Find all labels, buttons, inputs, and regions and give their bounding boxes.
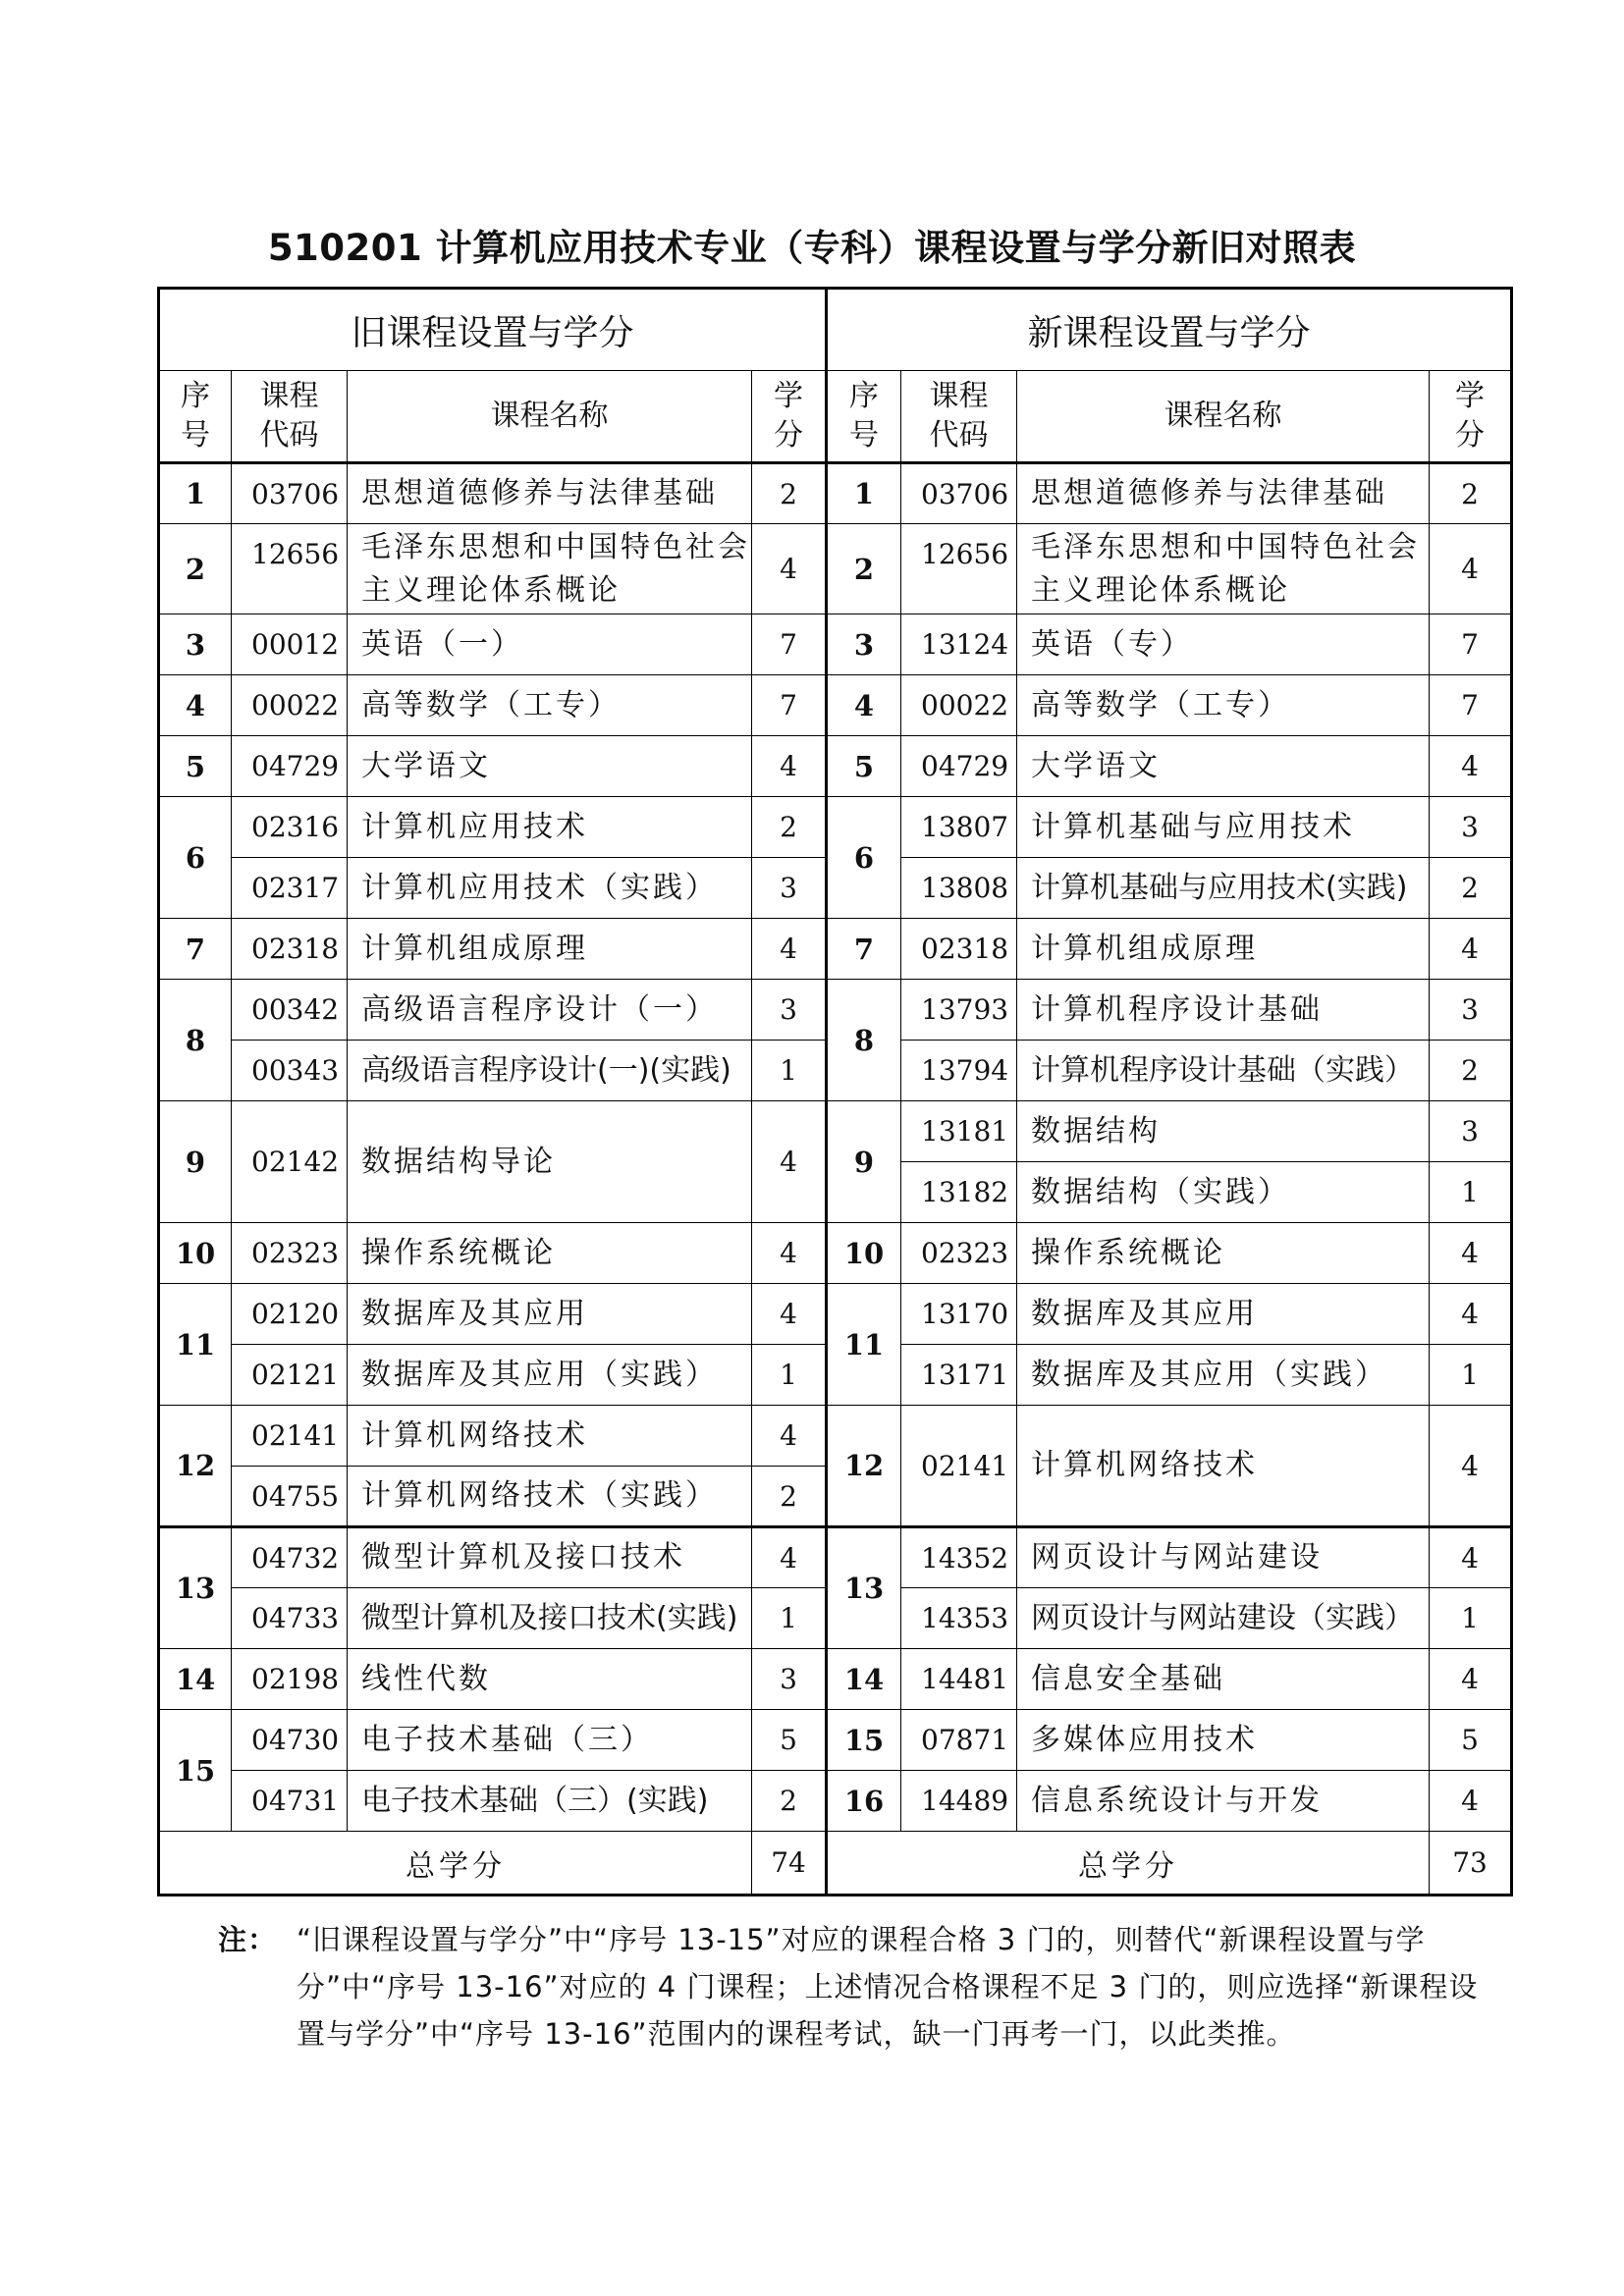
old-seq: 11 <box>159 1284 232 1406</box>
old-credit: 4 <box>752 524 827 614</box>
old-credit: 1 <box>752 1345 827 1406</box>
new-code: 02141 <box>901 1406 1017 1527</box>
new-name: 操作系统概论 <box>1017 1223 1430 1284</box>
old-credit: 4 <box>752 1284 827 1345</box>
course-comparison-table <box>157 287 1513 1896</box>
new-credit: 7 <box>1430 614 1512 675</box>
old-credit: 4 <box>752 1223 827 1284</box>
table-row <box>159 1710 1512 1771</box>
new-credit: 1 <box>1430 1162 1512 1223</box>
table-row <box>159 1771 1512 1832</box>
old-name: 高等数学（工专） <box>348 675 752 736</box>
new-seq: 15 <box>827 1710 901 1771</box>
old-total-credit: 74 <box>752 1832 827 1896</box>
new-code: 13182 <box>901 1162 1017 1223</box>
total-row <box>159 1832 1512 1896</box>
old-seq: 6 <box>159 797 232 919</box>
new-code: 02323 <box>901 1223 1017 1284</box>
table-row <box>159 980 1512 1041</box>
new-seq: 1 <box>827 463 901 524</box>
new-credit: 4 <box>1430 524 1512 614</box>
old-name: 数据结构导论 <box>348 1101 752 1223</box>
old-code: 04730 <box>232 1710 348 1771</box>
new-credit: 4 <box>1430 1649 1512 1710</box>
new-code: 03706 <box>901 463 1017 524</box>
new-name: 信息系统设计与开发 <box>1017 1771 1430 1832</box>
old-name: 微型计算机及接口技术 <box>348 1527 752 1588</box>
new-name: 英语（专） <box>1017 614 1430 675</box>
new-code: 13124 <box>901 614 1017 675</box>
new-name: 数据库及其应用（实践） <box>1017 1345 1430 1406</box>
new-credit: 5 <box>1430 1710 1512 1771</box>
new-seq: 5 <box>827 736 901 797</box>
old-name: 计算机组成原理 <box>348 919 752 980</box>
column-header-row <box>159 371 1512 463</box>
new-seq: 4 <box>827 675 901 736</box>
new-name: 网页设计与网站建设 <box>1017 1527 1430 1588</box>
new-seq: 13 <box>827 1527 901 1649</box>
new-name: 计算机程序设计基础 <box>1017 980 1430 1041</box>
new-code: 12656 <box>901 524 1017 614</box>
old-name: 英语（一） <box>348 614 752 675</box>
old-credit: 3 <box>752 858 827 919</box>
old-code: 00022 <box>232 675 348 736</box>
old-code: 04729 <box>232 736 348 797</box>
table-row <box>159 1284 1512 1345</box>
old-code: 04733 <box>232 1588 348 1649</box>
old-seq: 4 <box>159 675 232 736</box>
new-code: 13794 <box>901 1041 1017 1101</box>
new-name: 计算机基础与应用技术 <box>1017 797 1430 858</box>
footnote-label: 注： <box>218 1923 278 1956</box>
old-code: 02141 <box>232 1406 348 1467</box>
old-credit: 2 <box>752 1771 827 1832</box>
new-section-header: 新课程设置与学分 <box>827 289 1512 371</box>
old-name: 数据库及其应用（实践） <box>348 1345 752 1406</box>
old-credit: 4 <box>752 919 827 980</box>
footnote <box>218 1916 1494 2057</box>
new-credit: 3 <box>1430 1101 1512 1162</box>
old-name: 毛泽东思想和中国特色社会主义理论体系概论 <box>348 524 752 614</box>
new-credit: 4 <box>1430 1527 1512 1588</box>
col-seq-header: 序 号 <box>159 371 232 463</box>
old-credit: 4 <box>752 1406 827 1467</box>
new-code: 04729 <box>901 736 1017 797</box>
new-seq: 16 <box>827 1771 901 1832</box>
old-credit: 5 <box>752 1710 827 1771</box>
old-code: 02142 <box>232 1101 348 1223</box>
old-credit: 4 <box>752 736 827 797</box>
new-code: 14352 <box>901 1527 1017 1588</box>
new-code: 14489 <box>901 1771 1017 1832</box>
table-row <box>159 1527 1512 1588</box>
table-row <box>159 1649 1512 1710</box>
new-name: 网页设计与网站建设（实践） <box>1017 1588 1430 1649</box>
old-code: 04732 <box>232 1527 348 1588</box>
old-seq: 9 <box>159 1101 232 1223</box>
table-row <box>159 675 1512 736</box>
old-credit: 2 <box>752 463 827 524</box>
new-name: 计算机组成原理 <box>1017 919 1430 980</box>
new-code: 14353 <box>901 1588 1017 1649</box>
old-name: 计算机应用技术（实践） <box>348 858 752 919</box>
new-seq: 11 <box>827 1284 901 1406</box>
new-credit: 4 <box>1430 1223 1512 1284</box>
section-header-row <box>159 289 1512 371</box>
new-seq: 3 <box>827 614 901 675</box>
old-total-label: 总学分 <box>159 1832 752 1896</box>
new-credit: 4 <box>1430 1771 1512 1832</box>
old-code: 02317 <box>232 858 348 919</box>
new-credit: 1 <box>1430 1345 1512 1406</box>
old-code: 02316 <box>232 797 348 858</box>
new-name: 计算机程序设计基础（实践） <box>1017 1041 1430 1101</box>
new-credit: 2 <box>1430 463 1512 524</box>
old-name: 计算机网络技术（实践） <box>348 1467 752 1527</box>
new-name: 数据结构 <box>1017 1101 1430 1162</box>
old-credit: 7 <box>752 675 827 736</box>
new-credit: 7 <box>1430 675 1512 736</box>
col-credit-header: 学 分 <box>1430 371 1512 463</box>
new-code: 13808 <box>901 858 1017 919</box>
old-credit: 2 <box>752 797 827 858</box>
new-name: 思想道德修养与法律基础 <box>1017 463 1430 524</box>
new-code: 07871 <box>901 1710 1017 1771</box>
new-seq: 8 <box>827 980 901 1101</box>
old-name: 高级语言程序设计(一)(实践) <box>348 1041 752 1101</box>
new-code: 13170 <box>901 1284 1017 1345</box>
old-seq: 1 <box>159 463 232 524</box>
new-credit: 1 <box>1430 1588 1512 1649</box>
old-seq: 2 <box>159 524 232 614</box>
table-row <box>159 1223 1512 1284</box>
new-credit: 3 <box>1430 980 1512 1041</box>
old-credit: 1 <box>752 1041 827 1101</box>
new-credit: 4 <box>1430 1406 1512 1527</box>
old-name: 操作系统概论 <box>348 1223 752 1284</box>
old-seq: 5 <box>159 736 232 797</box>
old-code: 03706 <box>232 463 348 524</box>
new-name: 数据库及其应用 <box>1017 1284 1430 1345</box>
old-seq: 3 <box>159 614 232 675</box>
old-name: 大学语文 <box>348 736 752 797</box>
new-total-label: 总学分 <box>827 1832 1430 1896</box>
old-credit: 7 <box>752 614 827 675</box>
old-seq: 14 <box>159 1649 232 1710</box>
old-code: 04731 <box>232 1771 348 1832</box>
new-credit: 4 <box>1430 919 1512 980</box>
new-credit: 4 <box>1430 736 1512 797</box>
new-code: 14481 <box>901 1649 1017 1710</box>
old-code: 02120 <box>232 1284 348 1345</box>
old-name: 线性代数 <box>348 1649 752 1710</box>
old-seq: 15 <box>159 1710 232 1832</box>
new-credit: 2 <box>1430 858 1512 919</box>
new-name: 高等数学（工专） <box>1017 675 1430 736</box>
table-row <box>159 1406 1512 1467</box>
new-seq: 7 <box>827 919 901 980</box>
old-code: 02318 <box>232 919 348 980</box>
old-code: 02198 <box>232 1649 348 1710</box>
col-code-header: 课程 代码 <box>901 371 1017 463</box>
new-name: 大学语文 <box>1017 736 1430 797</box>
new-name: 多媒体应用技术 <box>1017 1710 1430 1771</box>
old-name: 数据库及其应用 <box>348 1284 752 1345</box>
old-name: 思想道德修养与法律基础 <box>348 463 752 524</box>
old-credit: 3 <box>752 980 827 1041</box>
col-credit-header: 学 分 <box>752 371 827 463</box>
old-code: 12656 <box>232 524 348 614</box>
new-seq: 14 <box>827 1649 901 1710</box>
col-name-header: 课程名称 <box>348 371 752 463</box>
new-name: 数据结构（实践） <box>1017 1162 1430 1223</box>
new-credit: 2 <box>1430 1041 1512 1101</box>
new-seq: 10 <box>827 1223 901 1284</box>
new-total-credit: 73 <box>1430 1832 1512 1896</box>
new-code: 13807 <box>901 797 1017 858</box>
old-seq: 10 <box>159 1223 232 1284</box>
new-code: 13793 <box>901 980 1017 1041</box>
old-credit: 4 <box>752 1101 827 1223</box>
old-name: 电子技术基础（三） <box>348 1710 752 1771</box>
old-code: 02323 <box>232 1223 348 1284</box>
old-seq: 13 <box>159 1527 232 1649</box>
old-seq: 8 <box>159 980 232 1101</box>
new-code: 00022 <box>901 675 1017 736</box>
old-section-header: 旧课程设置与学分 <box>159 289 827 371</box>
old-name: 计算机网络技术 <box>348 1406 752 1467</box>
col-seq-header: 序 号 <box>827 371 901 463</box>
old-code: 00012 <box>232 614 348 675</box>
new-credit: 3 <box>1430 797 1512 858</box>
footnote-text: “旧课程设置与学分”中“序号 13-15”对应的课程合格 3 门的，则替代“新课程设置与学分”中“序号 13-16”对应的 4 门课程；上述情况合格课程不足 3 门的，则应选择“新课程设置与学分”中“序号 13-16”范围内的课程考试，缺一门再考一门，以此类推。 <box>297 1923 1479 2051</box>
table-row <box>159 524 1512 614</box>
old-seq: 7 <box>159 919 232 980</box>
new-name: 计算机基础与应用技术(实践) <box>1017 858 1430 919</box>
table-row <box>159 1101 1512 1162</box>
table-row <box>159 797 1512 858</box>
page-title: 510201 计算机应用技术专业（专科）课程设置与学分新旧对照表 <box>267 227 1357 269</box>
new-code: 02318 <box>901 919 1017 980</box>
old-code: 00343 <box>232 1041 348 1101</box>
new-seq: 9 <box>827 1101 901 1223</box>
new-credit: 4 <box>1430 1284 1512 1345</box>
old-credit: 2 <box>752 1467 827 1527</box>
old-code: 02121 <box>232 1345 348 1406</box>
old-credit: 4 <box>752 1527 827 1588</box>
table-row <box>159 614 1512 675</box>
new-seq: 6 <box>827 797 901 919</box>
col-code-header: 课程 代码 <box>232 371 348 463</box>
new-seq: 12 <box>827 1406 901 1527</box>
old-name: 微型计算机及接口技术(实践) <box>348 1588 752 1649</box>
old-name: 电子技术基础（三）(实践) <box>348 1771 752 1832</box>
old-code: 00342 <box>232 980 348 1041</box>
table-row <box>159 463 1512 524</box>
old-credit: 3 <box>752 1649 827 1710</box>
old-seq: 12 <box>159 1406 232 1527</box>
table-row <box>159 919 1512 980</box>
new-code: 13171 <box>901 1345 1017 1406</box>
old-name: 高级语言程序设计（一） <box>348 980 752 1041</box>
new-name: 毛泽东思想和中国特色社会主义理论体系概论 <box>1017 524 1430 614</box>
new-code: 13181 <box>901 1101 1017 1162</box>
old-code: 04755 <box>232 1467 348 1527</box>
old-credit: 1 <box>752 1588 827 1649</box>
new-name: 计算机网络技术 <box>1017 1406 1430 1527</box>
new-seq: 2 <box>827 524 901 614</box>
table-row <box>159 736 1512 797</box>
col-name-header: 课程名称 <box>1017 371 1430 463</box>
new-name: 信息安全基础 <box>1017 1649 1430 1710</box>
old-name: 计算机应用技术 <box>348 797 752 858</box>
